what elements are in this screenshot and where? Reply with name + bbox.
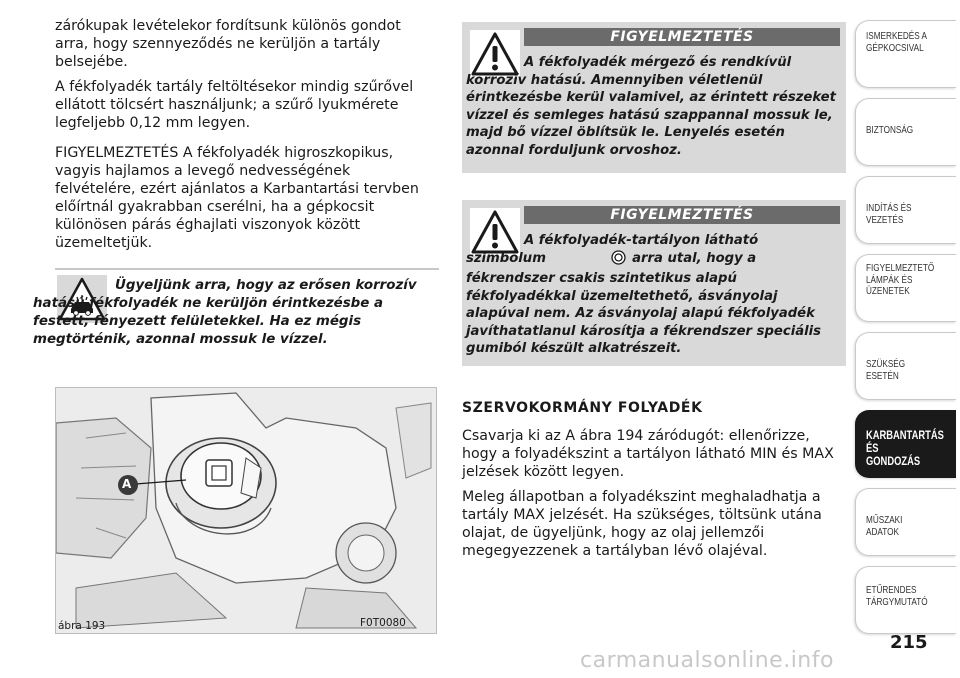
figure-caption: ábra 193 [58, 620, 106, 632]
tab-biztonsag[interactable] [855, 98, 956, 166]
brake-fluid-symbol-icon [553, 250, 626, 271]
paragraph: zárókupak levételekor fordítsunk különös gondot arra, hogy szennyeződés ne kerüljön a tartály belsejébe. [55, 18, 401, 70]
tab-label: FIGYELMEZTETŐ LÁMPÁK ÉS ÜZENETEK [866, 262, 935, 297]
paragraph: Csavarja ki az A ábra 194 záródugót: ellenőrizze, hogy a folyadékszint a tartályon látható MIN és MAX jelzések között legyen. [462, 428, 834, 480]
tab-label: ISMERKEDÉS A GÉPKOCSIVAL [866, 30, 927, 54]
figure-code: F0T0080 [360, 617, 406, 629]
chapter-tabs [855, 20, 960, 638]
figure-brake-reservoir [55, 387, 437, 634]
tab-muszaki[interactable] [855, 488, 956, 556]
warning-header: FIGYELMEZTETÉS [524, 206, 840, 224]
tab-label: ETŰRENDES TÁRGYMUTATÓ [866, 584, 928, 608]
section-title: SZERVOKORMÁNY FOLYADÉK [462, 400, 703, 416]
tab-label: SZÜKSÉG ESETÉN [866, 358, 906, 382]
tab-figyelmezteto[interactable] [855, 254, 956, 322]
note-divider [55, 268, 439, 270]
warning-text-before-symbol: A fékfolyadék-tartályon látható szimbólum [466, 233, 759, 266]
warning-text [466, 232, 840, 358]
left-column-text [55, 17, 435, 259]
tab-label: MŰSZAKI ADATOK [866, 514, 903, 538]
caution-note-text: Ügyeljünk arra, hogy az erősen korrozív hatású fékfolyadék ne kerüljön érintkezésbe a festett, fényezett felületekkel. Ha ez mégis megtörténik, azonnal mossuk le vízzel. [33, 278, 417, 347]
warning-text [466, 54, 840, 159]
paragraph: FIGYELMEZTETÉS A fékfolyadék higroszkopikus, vagyis hajlamos a levegő nedvességének felvételére, ezért ajánlatos a Karbantartási tervben előírtnál gyakrabban cserélni, ha a gépkocsit különösen párás éghajlati viszonyok között üzemeltetjük. [55, 145, 419, 251]
tab-label: INDÍTÁS ÉS VEZETÉS [866, 202, 912, 226]
warning-header: FIGYELMEZTETÉS [524, 28, 840, 46]
tab-targymutato[interactable] [855, 566, 956, 634]
tab-label: KARBANTARTÁS ÉS GONDOZÁS [866, 428, 944, 468]
tab-inditas[interactable] [855, 176, 956, 244]
page-number: 215 [890, 632, 928, 653]
tab-karbantartas[interactable] [855, 410, 956, 478]
tab-szukseg[interactable] [855, 332, 956, 400]
tab-label: BIZTONSÁG [866, 124, 914, 136]
paragraph: Meleg állapotban a folyadékszint meghaladhatja a tartály MAX jelzését. Ha szükséges, töltsünk utána olajat, de ügyeljünk, hogy az olaj jellemzői megegyezzenek a tartályban lévő olajéval. [462, 489, 822, 559]
watermark: carmanualsonline.info [580, 648, 834, 673]
warning-text-after-symbol: arra utal, hogy a fékrendszer csakis szintetikus alapú fékfolyadékkal üzemeltethető, ásványolaj alapúval nem. Az ásványolaj alapú fékfolyadék javíthatatlanul károsítja a fékrendszer speciális gumiból készült alkatrészeit. [466, 250, 822, 356]
warning-box-1 [462, 22, 846, 173]
caution-note [33, 277, 433, 349]
tab-ismerkedes[interactable] [855, 20, 956, 88]
right-column-text [462, 427, 846, 567]
callout-label: A [122, 477, 132, 491]
warning-text-body: A fékfolyadék mérgező és rendkívül korrozív hatású. Amennyiben véletlenül érintkezésbe kerül valamivel, az érintett részeket vízzel és semleges hatású szappannal mossuk le, majd bő vízzel öblítsük le. Lenyelés esetén azonnal forduljunk orvoshoz. [466, 55, 836, 158]
warning-box-2 [462, 200, 846, 366]
paragraph: A fékfolyadék tartály feltöltésekor mindig szűrővel ellátott tölcsért használjunk; a szűrő lyukmérete legfeljebb 0,12 mm legyen. [55, 79, 414, 131]
